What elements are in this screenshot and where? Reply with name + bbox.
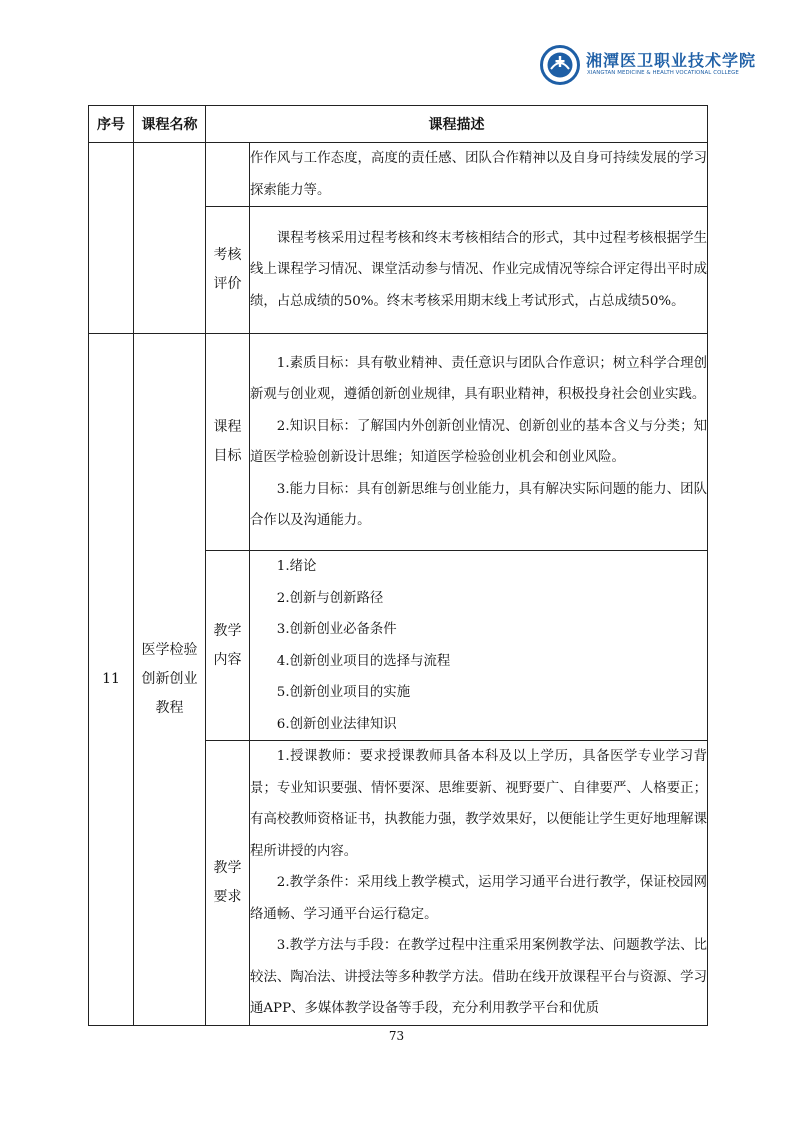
course-name: 医学检验 创新创业 教程 xyxy=(134,334,206,1026)
header-course-description: 课程描述 xyxy=(206,106,708,143)
table-row xyxy=(89,334,708,551)
list-item: 1.绪论 xyxy=(276,559,317,574)
college-logo xyxy=(540,45,757,85)
list-item: 5.创新创业项目的实施 xyxy=(276,685,411,700)
list-item: 3.教学方法与手段：在教学过程中注重采用案例教学法、问题教学法、比较法、陶冶法、讲授法等多种教学方法。借助在线开放课程平台与资源、学习通APP、多媒体教学设备等手段，充分利用教学平台和优质 xyxy=(250,938,707,1016)
section-label-requirements: 教学 要求 xyxy=(206,741,250,1026)
row-course-name-empty xyxy=(134,143,206,334)
course-number: 11 xyxy=(89,334,134,1026)
list-item: 3.创新创业必备条件 xyxy=(276,622,397,637)
list-item: 4.创新创业项目的选择与流程 xyxy=(276,653,451,669)
requirements-description xyxy=(250,741,708,1026)
section-label-goals: 课程 目标 xyxy=(206,334,250,551)
table-row xyxy=(89,143,708,207)
college-name: 湘潭医卫职业技术学院 xyxy=(586,51,757,70)
page-number: 73 xyxy=(388,1029,405,1043)
section-label-content: 教学 内容 xyxy=(206,551,250,741)
header-course-name: 课程名称 xyxy=(134,106,206,143)
table-header-row xyxy=(89,106,708,143)
content-description xyxy=(250,551,708,741)
list-item: 2.教学条件：采用线上教学模式，运用学习通平台进行教学，保证校园网络通畅、学习通平台运行稳定。 xyxy=(250,875,707,922)
assessment-description: 课程考核采用过程考核和终末考核相结合的形式，其中过程考核根据学生线上课程学习情况、课堂活动参与情况、作业完成情况等综合评定得出平时成绩，占总成绩的50%。终末考核采用期末线上考试形式，占总成绩50%。 xyxy=(250,207,708,334)
list-item: 2.知识目标：了解国内外创新创业情况、创新创业的基本含义与分类；知道医学检验创新设计思维；知道医学检验创业机会和创业风险。 xyxy=(250,418,707,465)
header-number: 序号 xyxy=(89,106,134,143)
row-number-empty xyxy=(89,143,134,334)
course-table xyxy=(88,105,708,1026)
section-label-assessment: 考核 评价 xyxy=(206,207,250,334)
goals-description xyxy=(250,334,708,551)
section-label-empty xyxy=(206,143,250,207)
list-item: 6.创新创业法律知识 xyxy=(276,716,397,732)
college-emblem-icon xyxy=(540,45,580,85)
list-item: 2.创新与创新路径 xyxy=(276,590,384,606)
list-item: 3.能力目标：具有创新思维与创业能力，具有解决实际问题的能力、团队合作以及沟通能力。 xyxy=(250,481,707,528)
list-item: 1.授课教师：要求授课教师具备本科及以上学历，具备医学专业学习背景；专业知识要强、情怀要深、思维要新、视野要广、自律要严、人格要正；有高校教师资格证书，执教能力强，教学效果好，以便能让学生更好地理解课程所讲授的内容。 xyxy=(250,749,707,859)
list-item: 1.素质目标：具有敬业精神、责任意识与团队合作意识；树立科学合理创新观与创业观，遵循创新创业规律，具有职业精神，积极投身社会创业实践。 xyxy=(250,355,707,402)
continuation-description: 作作风与工作态度，高度的责任感、团队合作精神以及自身可持续发展的学习探索能力等。 xyxy=(250,143,708,207)
college-english-name: XIANGTAN MEDICINE & HEALTH VOCATIONAL COLLEGE xyxy=(587,70,739,76)
